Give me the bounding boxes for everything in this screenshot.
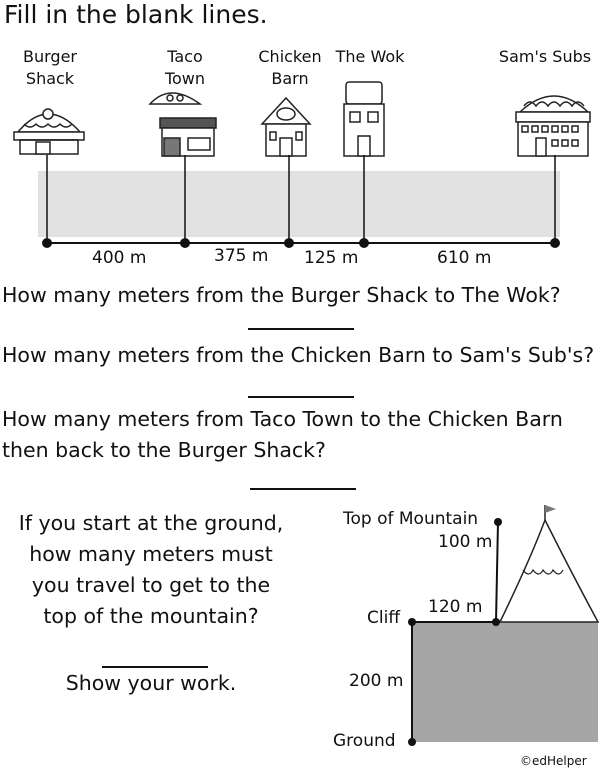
- store-name-line: Town: [164, 69, 206, 88]
- store-name-line: The Wok: [335, 47, 405, 66]
- label-ground: Ground: [333, 731, 396, 751]
- question-3-line-1: How many meters from Taco Town to the Chicken Barn: [2, 407, 563, 431]
- question-1: How many meters from the Burger Shack to The Wok?: [2, 283, 561, 307]
- mountain-question-line: top of the mountain?: [43, 604, 259, 628]
- flag-icon: [545, 505, 556, 513]
- answer-blank-3[interactable]: [250, 488, 356, 490]
- credit-text: ©edHelper: [520, 754, 587, 768]
- the-wok-building-icon: [344, 82, 384, 156]
- distance-label: 125 m: [304, 248, 359, 268]
- label-top-height: 100 m: [438, 532, 493, 552]
- stop-dot: [359, 238, 369, 248]
- ground-dot: [408, 738, 416, 746]
- label-ground-height: 200 m: [349, 671, 404, 691]
- label-cliff: Cliff: [367, 608, 401, 628]
- store-name-line: Sam's Subs: [498, 47, 592, 66]
- mountain-icon: [500, 520, 598, 622]
- sams-subs-building-icon: [516, 96, 590, 156]
- stop-dot: [550, 238, 560, 248]
- page-title: Fill in the blank lines.: [4, 0, 268, 29]
- cliff-dot: [408, 618, 416, 626]
- store-name-line: Shack: [25, 69, 75, 88]
- store-name-line: Barn: [271, 69, 309, 88]
- label-top-of-mountain: Top of Mountain: [343, 509, 479, 529]
- cliff-block: [412, 622, 598, 742]
- burger-shack-building-icon: [14, 109, 84, 154]
- mountain-question: [0, 508, 302, 632]
- chicken-barn-building-icon: [262, 98, 310, 156]
- question-2: How many meters from the Chicken Barn to Sam's Sub's?: [2, 343, 595, 367]
- store-name-line: Burger: [23, 47, 77, 66]
- store-name-line: Taco: [167, 47, 203, 66]
- mountain-top-dot: [494, 518, 502, 526]
- stop-dot: [42, 238, 52, 248]
- taco-town-building-icon: [150, 93, 216, 156]
- distance-label: 400 m: [92, 248, 147, 268]
- distance-label: 375 m: [214, 246, 269, 266]
- question-3-line-2: then back to the Burger Shack?: [2, 438, 326, 462]
- road-band: [38, 171, 560, 237]
- answer-blank-2[interactable]: [248, 396, 354, 398]
- mountain-question-line: you travel to get to the: [31, 573, 271, 597]
- stop-dot: [180, 238, 190, 248]
- mountain-question-line: how many meters must: [29, 542, 273, 566]
- stop-dot: [284, 238, 294, 248]
- mountain-question-line: If you start at the ground,: [18, 511, 284, 535]
- distance-label: 610 m: [437, 248, 492, 268]
- cliff-edge-dot: [492, 618, 500, 626]
- show-work-instruction: Show your work.: [65, 671, 237, 695]
- cliff-to-top-line: [496, 522, 498, 622]
- store-name-line: Chicken: [258, 47, 322, 66]
- label-cliff-width: 120 m: [428, 597, 483, 617]
- answer-blank-1[interactable]: [248, 328, 354, 330]
